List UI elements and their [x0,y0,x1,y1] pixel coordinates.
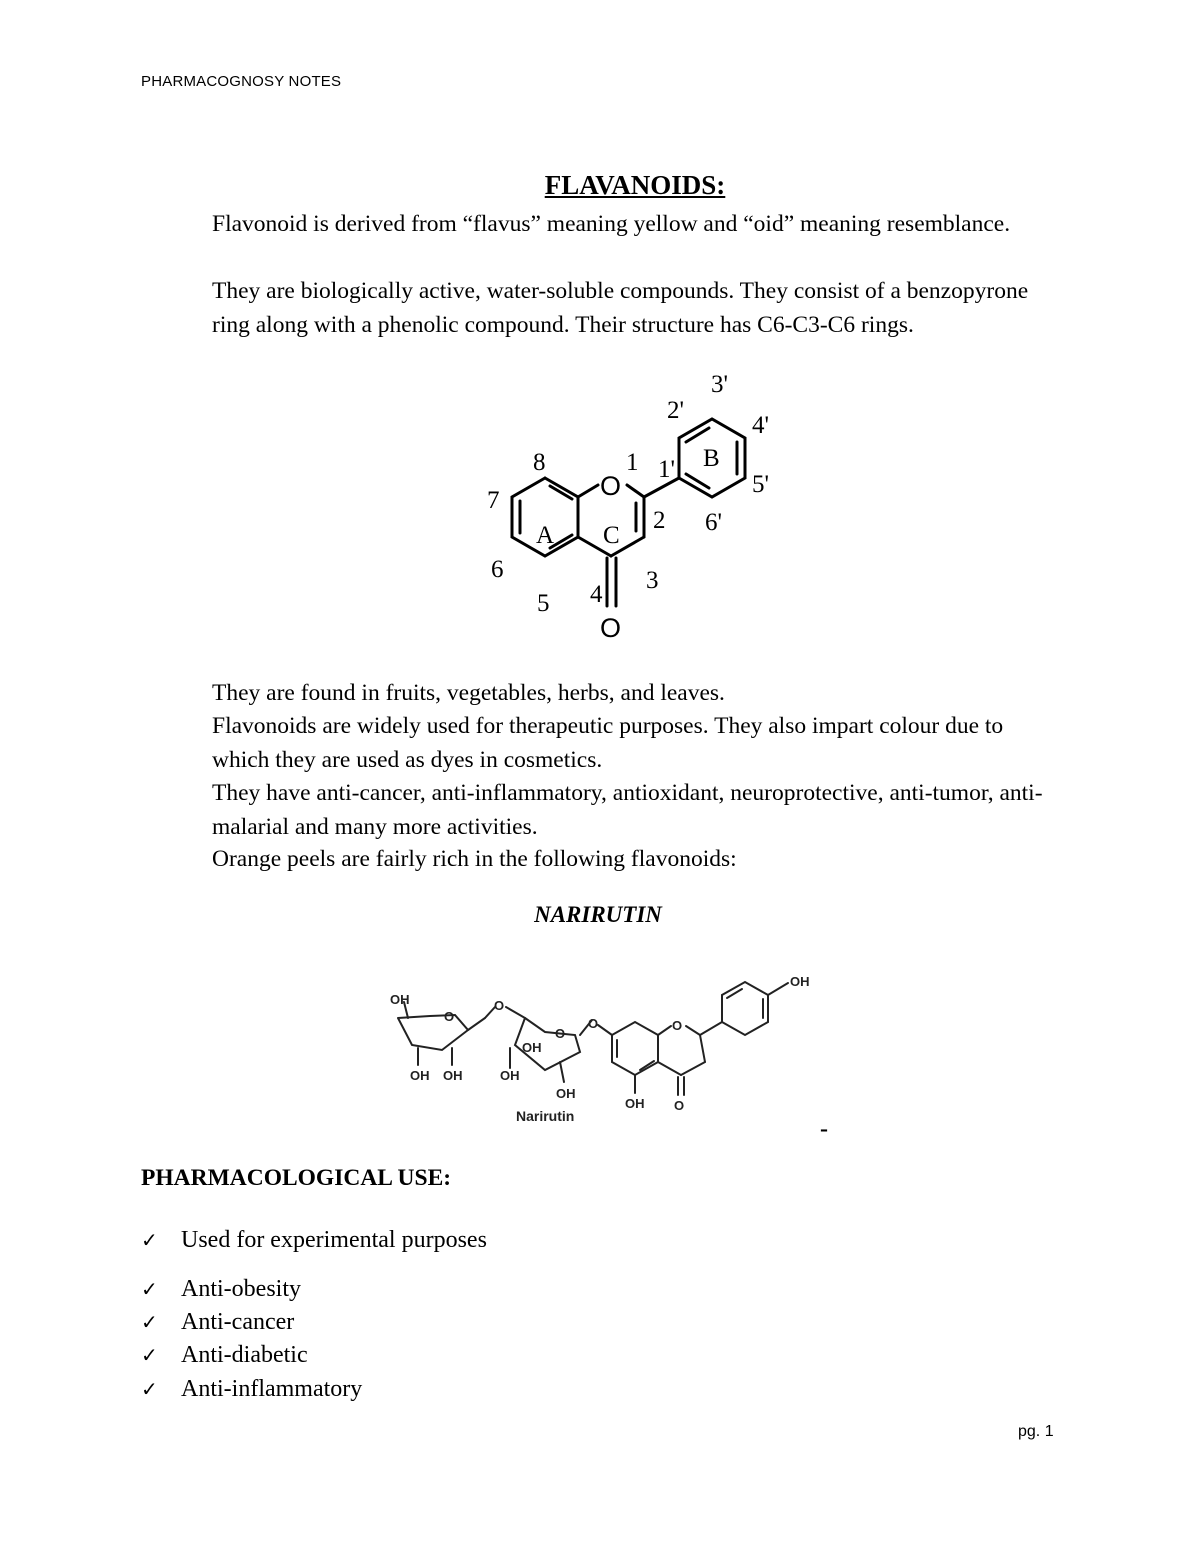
carbonyl-oxygen-label: O [600,613,622,643]
position-3: 3 [646,567,659,594]
list-item-label: Anti-cancer [181,1309,295,1335]
position-3-prime: 3' [711,371,729,398]
check-icon: ✓ [141,1343,158,1367]
position-8: 8 [533,449,546,476]
running-header: PHARMACOGNOSY NOTES [141,73,342,90]
check-icon: ✓ [141,1228,158,1252]
position-2: 2 [653,507,666,534]
paragraph-structure: They are biologically active, water-soluble compounds. They consist of a benzopyrone ring along with a phenolic compound. Their structure has C6-C3-C6 rings. [212,278,1029,338]
chromane-ring-o: O [672,1018,683,1033]
paragraph-uses: Flavonoids are widely used for therapeutic purposes. They also impart colour due to which they are used as dyes in cosmetics. [212,713,1004,773]
list-item [141,1374,362,1404]
position-4-prime: 4' [752,412,770,439]
ring-label-a: A [536,522,555,549]
ring-label-c: C [603,522,620,549]
list-item-label: Anti-obesity [181,1276,301,1302]
position-1: 1 [626,449,639,476]
position-5-prime: 5' [752,471,770,498]
aglycone-oh-4-prime: OH [790,974,810,989]
glucose-oh-left: OH [500,1068,520,1083]
paragraph-orange-peels: Orange peels are fairly rich in the following flavonoids: [212,846,737,872]
position-4: 4 [590,581,603,608]
list-item [141,1340,308,1370]
check-icon: ✓ [141,1310,158,1334]
position-5: 5 [537,590,550,617]
glycosidic-o-1: O [494,998,505,1013]
position-6-prime: 6' [705,509,723,536]
separator-dash: - [820,1116,828,1142]
position-1-prime: 1' [658,456,676,483]
aglycone-carbonyl-o: O [674,1098,685,1113]
pharmacological-use-heading: PHARMACOLOGICAL USE: [141,1165,452,1191]
list-item-label: Used for experimental purposes [181,1227,487,1253]
list-item [141,1274,301,1304]
list-item [141,1307,294,1337]
oxygen-1-label: O [600,471,622,501]
page-title: FLAVANOIDS: [544,170,726,200]
flavone-structure-diagram [470,368,790,648]
position-6: 6 [491,556,504,583]
paragraph-etymology: Flavonoid is derived from “flavus” meaning yellow and “oid” meaning resemblance. [212,211,1011,237]
rhamnose-oh-right: OH [443,1068,463,1083]
glycosidic-o-2: O [588,1016,599,1031]
paragraph-sources: They are found in fruits, vegetables, herbs, and leaves. [212,680,725,706]
list-item [141,1225,487,1255]
narirutin-structure-diagram [375,968,825,1133]
rhamnose-oh-top: OH [390,992,410,1007]
glucose-oh-inner: OH [522,1040,542,1055]
page-number: pg. 1 [1018,1423,1054,1440]
paragraph-activities: They have anti-cancer, anti-inflammatory, antioxidant, neuroprotective, anti-tumor, anti-malarial and many more activities. [212,780,1043,840]
glucose-oh-bottom: OH [556,1086,576,1101]
glucose-ring-o: O [555,1026,566,1041]
position-7: 7 [487,487,500,514]
aglycone-oh-5: OH [625,1096,645,1111]
check-icon: ✓ [141,1277,158,1301]
rhamnose-oh-left: OH [410,1068,430,1083]
check-icon: ✓ [141,1377,158,1401]
list-item-label: Anti-inflammatory [181,1376,363,1402]
ring-label-b: B [703,445,720,472]
position-2-prime: 2' [667,397,685,424]
rhamnose-ring-o: O [444,1009,455,1024]
narirutin-caption: Narirutin [516,1108,575,1124]
narirutin-heading: NARIRUTIN [534,902,662,927]
list-item-label: Anti-diabetic [181,1342,308,1368]
